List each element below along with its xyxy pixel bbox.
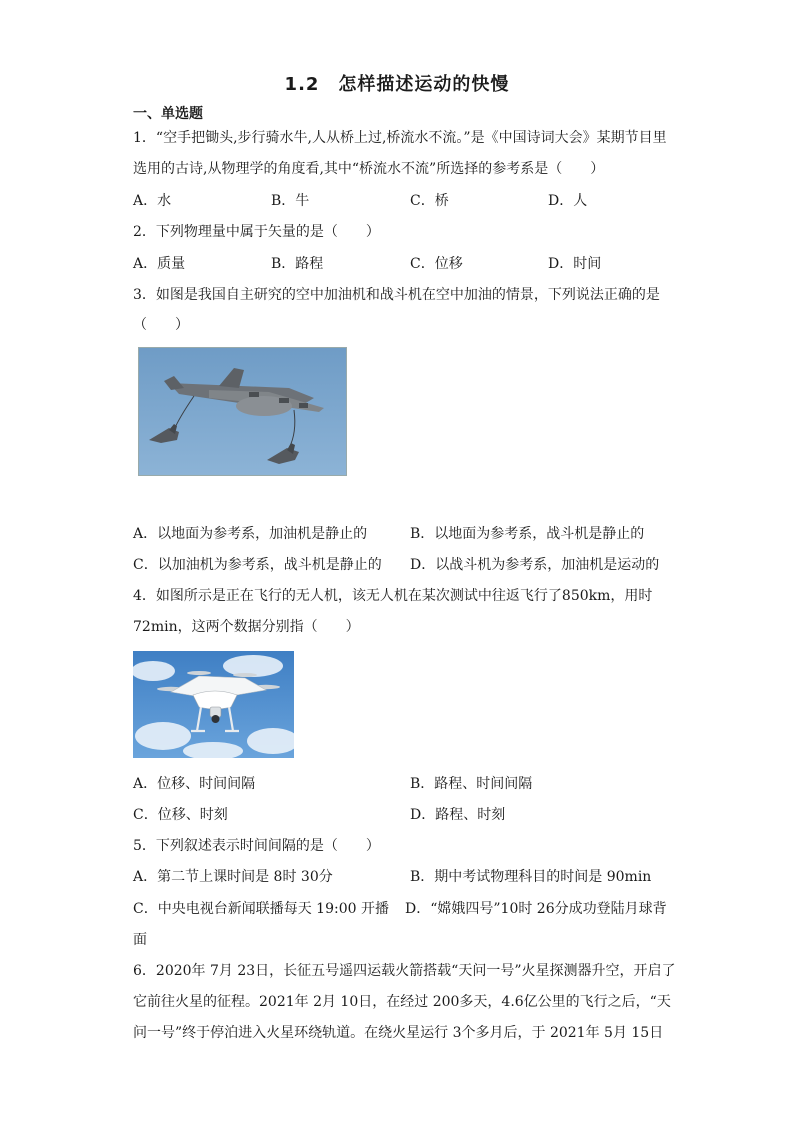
question-6-text-line1: 6．2020年 7月 23日，长征五号遥四运载火箭搭载“天问一号”火星探测器升空，开启了	[133, 963, 676, 979]
question-6-text-line3: 问一号”终于停泊进入火星环绕轨道。在绕火星运行 3个多月后，于 2021年 5月 15日	[133, 1025, 664, 1041]
question-1-option-c: C．桥	[410, 193, 449, 209]
question-5-option-a: A．第二节上课时间是 8时 30分	[133, 869, 333, 885]
question-4-option-d: D．路程、时刻	[410, 807, 506, 823]
question-4-option-c: C．位移、时刻	[133, 807, 228, 823]
question-2-option-c: C．位移	[410, 256, 463, 272]
question-4-text-line2: 72min，这两个数据分别指（ ）	[133, 619, 360, 635]
question-3-option-b: B．以地面为参考系，战斗机是静止的	[410, 526, 645, 542]
drone-photo	[133, 651, 294, 758]
question-1-option-b: B．牛	[271, 193, 310, 209]
question-2-option-a: A．质量	[133, 256, 186, 272]
question-5-option-c: C．中央电视台新闻联播每天 19:00 开播	[133, 901, 389, 917]
page-title: 1.2 怎样描述运动的快慢	[284, 74, 510, 95]
question-1-option-d: D．人	[548, 193, 588, 209]
question-2-text: 2．下列物理量中属于矢量的是（ ）	[133, 224, 380, 240]
question-1-text-line2: 选用的古诗,从物理学的角度看,其中“桥流水不流”所选择的参考系是（ ）	[133, 161, 605, 177]
question-3-text-line2: （ ）	[133, 317, 189, 333]
question-5-option-d: D．“嫦娥四号”10时 26分成功登陆月球背	[405, 901, 667, 917]
question-4-option-b: B．路程、时间间隔	[410, 776, 533, 792]
question-5-text: 5．下列叙述表示时间间隔的是（ ）	[133, 838, 380, 854]
question-4-option-a: A．位移、时间间隔	[133, 776, 256, 792]
question-3-option-d: D．以战斗机为参考系，加油机是运动的	[410, 557, 660, 573]
question-3-option-c: C．以加油机为参考系，战斗机是静止的	[133, 557, 382, 573]
question-2-option-d: D．时间	[548, 256, 602, 272]
question-4-text-line1: 4．如图所示是正在飞行的无人机，该无人机在某次测试中往返飞行了850km，用时	[133, 588, 653, 604]
aerial-refueling-photo	[138, 347, 347, 476]
question-3-text-line1: 3．如图是我国自主研究的空中加油机和战斗机在空中加油的情景，下列说法正确的是	[133, 287, 660, 303]
question-6-text-line2: 它前往火星的征程。2021年 2月 10日，在经过 200多天，4.6亿公里的飞行之后，“天	[133, 994, 671, 1010]
section-heading: 一、单选题	[133, 106, 203, 122]
question-1-text-line1: 1．“空手把锄头,步行骑水牛,人从桥上过,桥流水不流。”是《中国诗词大会》某期节目里	[133, 130, 667, 146]
question-3-option-a: A．以地面为参考系，加油机是静止的	[133, 526, 368, 542]
question-1-option-a: A．水	[133, 193, 172, 209]
question-5-option-b: B．期中考试物理科目的时间是 90min	[410, 869, 652, 885]
question-2-option-b: B．路程	[271, 256, 324, 272]
question-5-option-d-continued: 面	[133, 932, 147, 948]
